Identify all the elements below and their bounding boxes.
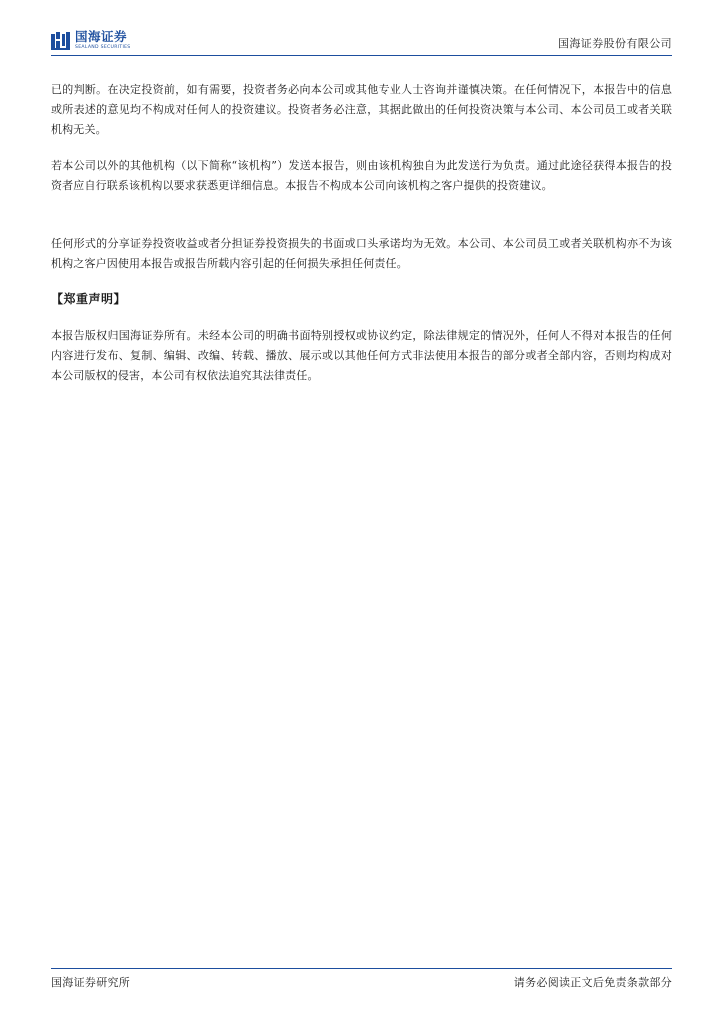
page-header <box>51 30 672 54</box>
paragraph-copyright: 本报告版权归国海证券所有。未经本公司的明确书面特别授权或协议约定，除法律规定的情况外，任何人不得对本报告的任何内容进行发布、复制、编辑、改编、转载、播放、展示或以其他任何方式非法使用本报告的部分或者全部内容，否则均构成对本公司版权的侵害，本公司有权依法追究其法律责任。 <box>51 329 672 382</box>
sealand-logo-icon <box>51 32 71 50</box>
logo-chinese-name: 国海证券 <box>75 29 128 45</box>
footer-divider <box>51 968 672 969</box>
paragraph-no-guarantee: 任何形式的分享证券投资收益或者分担证券投资损失的书面或口头承诺均为无效。本公司、本公司员工或者关联机构亦不为该机构之客户因使用本报告或报告所载内容引起的任何损失承担任何责任。 <box>51 237 672 270</box>
paragraph-investment-decision: 已的判断。在决定投资前，如有需要，投资者务必向本公司或其他专业人士咨询并谨慎决策。在任何情况下，本报告中的信息或所表述的意见均不构成对任何人的投资建议。投资者务必注意，其据此做出的任何投资决策与本公司、本公司员工或者关联机构无关。 <box>51 83 672 136</box>
header-divider <box>51 55 672 56</box>
footer-disclaimer-note: 请务必阅读正文后免责条款部分 <box>513 976 672 989</box>
section-title-solemn-statement: 【郑重声明】 <box>51 292 127 306</box>
company-logo <box>51 30 131 52</box>
logo-english-name: SEALAND SECURITIES <box>75 44 131 50</box>
paragraph-third-party-distribution: 若本公司以外的其他机构（以下简称“该机构”）发送本报告，则由该机构独自为此发送行为负责。通过此途径获得本报告的投资者应自行联系该机构以要求获悉更详细信息。本报告不构成本公司向该机构之客户提供的投资建议。 <box>51 159 672 192</box>
header-company-name: 国海证券股份有限公司 <box>558 37 672 50</box>
footer-institute-name: 国海证券研究所 <box>51 976 131 989</box>
